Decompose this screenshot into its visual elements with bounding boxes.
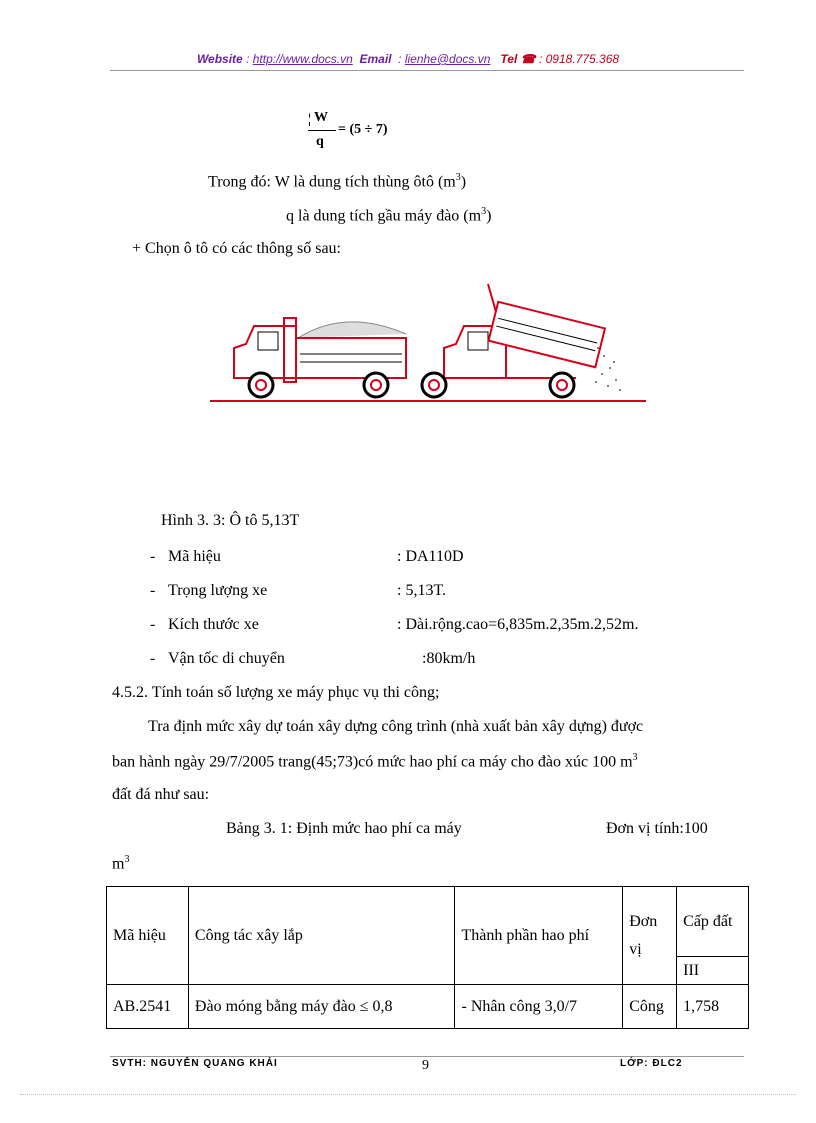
cell-component: - Nhân công 3,0/7 bbox=[455, 985, 623, 1029]
spec-value: : DA110D bbox=[397, 548, 464, 565]
table-header-row bbox=[107, 887, 749, 957]
cell-code: AB.2541 bbox=[107, 985, 189, 1029]
website-link[interactable]: http://www.docs.vn bbox=[252, 52, 353, 66]
figure-caption: Hình 3. 3: Ô tô 5,13T bbox=[161, 512, 300, 529]
header-work: Công tác xây lắp bbox=[188, 887, 455, 985]
formula-rhs: = (5 ÷ 7) bbox=[338, 122, 388, 137]
spec-bullet: - bbox=[150, 548, 156, 565]
header-rule bbox=[110, 70, 744, 71]
spec-value: : Dài.rộng.cao=6,835m.2,35m.2,52m. bbox=[397, 616, 639, 633]
page-header: Website : http://www.docs.vn Email : lienhe@docs.vn Tel ☎ : 0918.775.368 bbox=[196, 52, 620, 66]
tel-label: Tel bbox=[500, 52, 518, 66]
footer-right: LỚP: ĐLC2 bbox=[620, 1058, 683, 1069]
formula-numerator: W bbox=[314, 110, 328, 125]
tel-value: : 0918.775.368 bbox=[538, 52, 620, 66]
cell-unit: Công bbox=[623, 985, 677, 1029]
table-caption: Bảng 3. 1: Định mức hao phí ca máy bbox=[226, 820, 462, 837]
phone-icon: ☎ bbox=[520, 52, 536, 66]
header-code: Mã hiệu bbox=[107, 887, 189, 985]
header-grade: Cấp đất bbox=[677, 887, 749, 957]
spec-bullet: - bbox=[150, 582, 156, 599]
page-bottom-dots bbox=[20, 1094, 796, 1095]
website-label: Website bbox=[196, 52, 243, 66]
spec-bullet: - bbox=[150, 650, 156, 667]
table-row bbox=[107, 985, 749, 1029]
cell-value: 1,758 bbox=[677, 985, 749, 1029]
spec-label: Vận tốc di chuyển bbox=[168, 650, 285, 667]
cost-table bbox=[106, 886, 749, 1029]
table-unit-cont: $m^3$ bbox=[112, 854, 130, 873]
spec-bullet: - bbox=[150, 616, 156, 633]
fraction-bar bbox=[308, 130, 336, 131]
cell-work: Đào móng bằng máy đào ≤ 0,8 bbox=[188, 985, 455, 1029]
header-unit: Đơn vị bbox=[623, 887, 677, 985]
paragraph-line-1: Tra định mức xây dự toán xây dựng công trình (nhà xuất bản xây dựng) được bbox=[148, 718, 644, 735]
header-grade-sub: III bbox=[677, 957, 749, 985]
footer-left: SVTH: NGUYỄN QUANG KHẢI bbox=[112, 1058, 278, 1069]
table-unit: Đơn vị tính:100 bbox=[606, 820, 708, 837]
email-label: Email bbox=[359, 52, 392, 66]
section-heading: 4.5.2. Tính toán số lượng xe máy phục vụ thi công; bbox=[112, 684, 440, 701]
header-component: Thành phần hao phí bbox=[455, 887, 623, 985]
paragraph-line-3: đất đá như sau: bbox=[112, 786, 210, 803]
footer-rule bbox=[110, 1056, 744, 1057]
where-line-1: Trong đó: W là dung tích thùng ôtô $(m^3)$ bbox=[208, 172, 467, 191]
truck-loaded bbox=[234, 318, 406, 397]
truck-dumping bbox=[422, 284, 605, 397]
formula-denominator: q bbox=[316, 134, 324, 149]
spec-label: Mã hiệu bbox=[168, 548, 221, 565]
page-number: 9 bbox=[422, 1058, 429, 1073]
spec-value: :80km/h bbox=[422, 650, 476, 667]
spec-value: : 5,13T. bbox=[397, 582, 447, 599]
where-line-2: q là dung tích gầu máy đào $(m^3)$ bbox=[286, 206, 492, 225]
choose-line: + Chọn ô tô có các thông số sau: bbox=[132, 240, 341, 257]
truck-illustration bbox=[206, 282, 650, 408]
spec-label: Trọng lượng xe bbox=[168, 582, 268, 599]
spec-label: Kích thước xe bbox=[168, 616, 259, 633]
paragraph-line-2: ban hành ngày 29/7/2005 trang(45;73)có mức hao phí ca máy cho đào xúc 100 $m^3$ bbox=[112, 752, 638, 771]
email-link[interactable]: lienhe@docs.vn bbox=[404, 52, 491, 66]
formula-tick: ¦ bbox=[308, 112, 312, 127]
